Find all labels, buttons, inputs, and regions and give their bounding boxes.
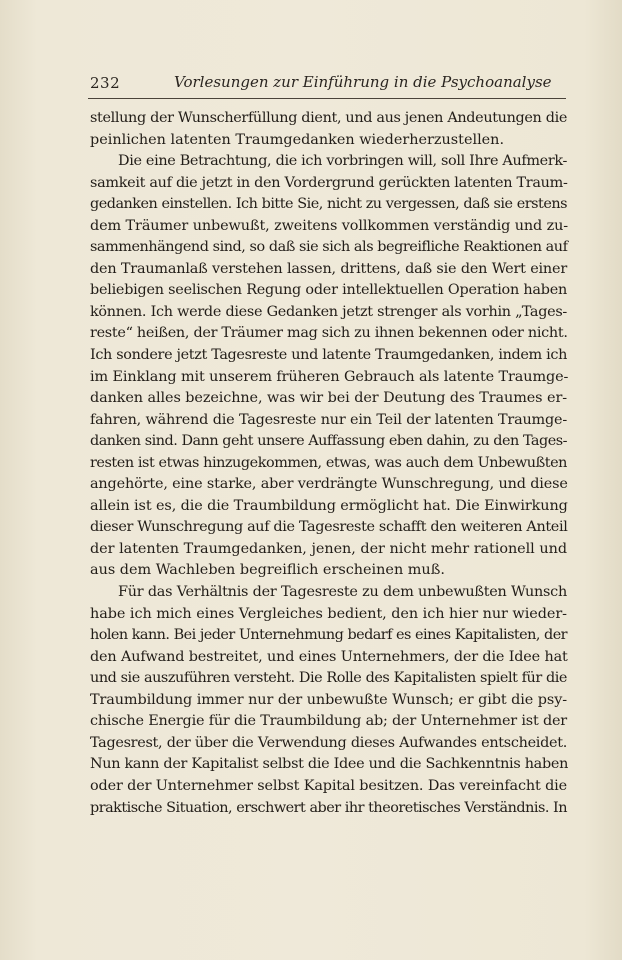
text-line: samkeit auf die jetzt in den Vordergrund gerückten latenten Traum- xyxy=(90,174,568,191)
text-line: sammenhängend sind, so daß sie sich als begreifliche Reaktionen auf xyxy=(90,239,568,256)
page-number: 232 xyxy=(90,74,121,92)
running-title: Vorlesungen zur Einführung in die Psychoanalyse xyxy=(174,73,552,91)
text-line: beliebigen seelischen Regung oder intellektuellen Operation haben xyxy=(90,282,567,299)
text-line: reste“ heißen, der Träumer mag sich zu ihnen bekennen oder nicht. xyxy=(90,325,568,342)
text-line: holen kann. Bei jeder Unternehmung bedarf es eines Kapitalisten, der xyxy=(90,627,567,644)
text-line: peinlichen latenten Traumgedanken wiederherzustellen. xyxy=(90,131,505,148)
text-line: chische Energie für die Traumbildung ab; der Unternehmer ist der xyxy=(90,713,567,730)
text-line: dieser Wunschregung auf die Tagesreste schafft den weiteren Anteil xyxy=(90,519,568,536)
text-line: Ich sondere jetzt Tagesreste und latente Traumgedanken, indem ich xyxy=(90,347,567,364)
page-header xyxy=(90,70,565,96)
text-line: allein ist es, die die Traumbildung ermöglicht hat. Die Einwirkung xyxy=(90,497,568,514)
text-line: fahren, während die Tagesreste nur ein Teil der latenten Traumge- xyxy=(90,411,567,428)
text-line: danken alles bezeichne, was wir bei der Deutung des Traumes er- xyxy=(90,390,567,407)
text-line: oder der Unternehmer selbst Kapital besitzen. Das vereinfacht die xyxy=(90,777,567,794)
text-line: Tagesrest, der über die Verwendung dieses Aufwandes entscheidet. xyxy=(90,734,567,751)
text-line: und sie auszuführen versteht. Die Rolle des Kapitalisten spielt für die xyxy=(90,670,567,687)
text-line: danken sind. Dann geht unsere Auffassung eben dahin, zu den Tages- xyxy=(90,433,567,450)
text-line: aus dem Wachleben begreiflich erscheinen muß. xyxy=(90,562,445,579)
text-line: praktische Situation, erschwert aber ihr theoretisches Verständnis. In xyxy=(90,799,567,816)
text-line: dem Träumer unbewußt, zweitens vollkommen verständig und zu- xyxy=(90,217,569,234)
text-line: der latenten Traumgedanken, jenen, der nicht mehr rationell und xyxy=(90,540,567,557)
text-line: können. Ich werde diese Gedanken jetzt strenger als vorhin „Tages- xyxy=(90,303,567,320)
body-text xyxy=(90,108,567,819)
text-line: Nun kann der Kapitalist selbst die Idee und die Sachkenntnis haben xyxy=(90,756,569,773)
text-line: im Einklang mit unserem früheren Gebrauch als latente Traumge- xyxy=(90,368,569,385)
text-line: habe ich mich eines Vergleiches bedient, den ich hier nur wieder- xyxy=(90,605,567,622)
header-rule xyxy=(88,98,566,99)
text-line: Traumbildung immer nur der unbewußte Wunsch; er gibt die psy- xyxy=(90,691,567,708)
text-line: stellung der Wunscherfüllung dient, und aus jenen Andeutungen die xyxy=(90,110,567,126)
text-line: den Aufwand bestreitet, und eines Unternehmers, der die Idee hat xyxy=(90,648,568,665)
text-line: Die eine Betrachtung, die ich vorbringen will, soll Ihre Aufmerk- xyxy=(118,153,567,170)
text-line: resten ist etwas hinzugekommen, etwas, was auch dem Unbewußten xyxy=(90,454,567,471)
text-line: Für das Verhältnis der Tagesreste zu dem unbewußten Wunsch xyxy=(118,584,567,601)
text-line: angehörte, eine starke, aber verdrängte Wunschregung, und diese xyxy=(90,476,568,493)
text-line: den Traumanlaß verstehen lassen, drittens, daß sie den Wert einer xyxy=(90,260,567,277)
text-line: gedanken einstellen. Ich bitte Sie, nicht zu vergessen, daß sie erstens xyxy=(90,196,567,213)
